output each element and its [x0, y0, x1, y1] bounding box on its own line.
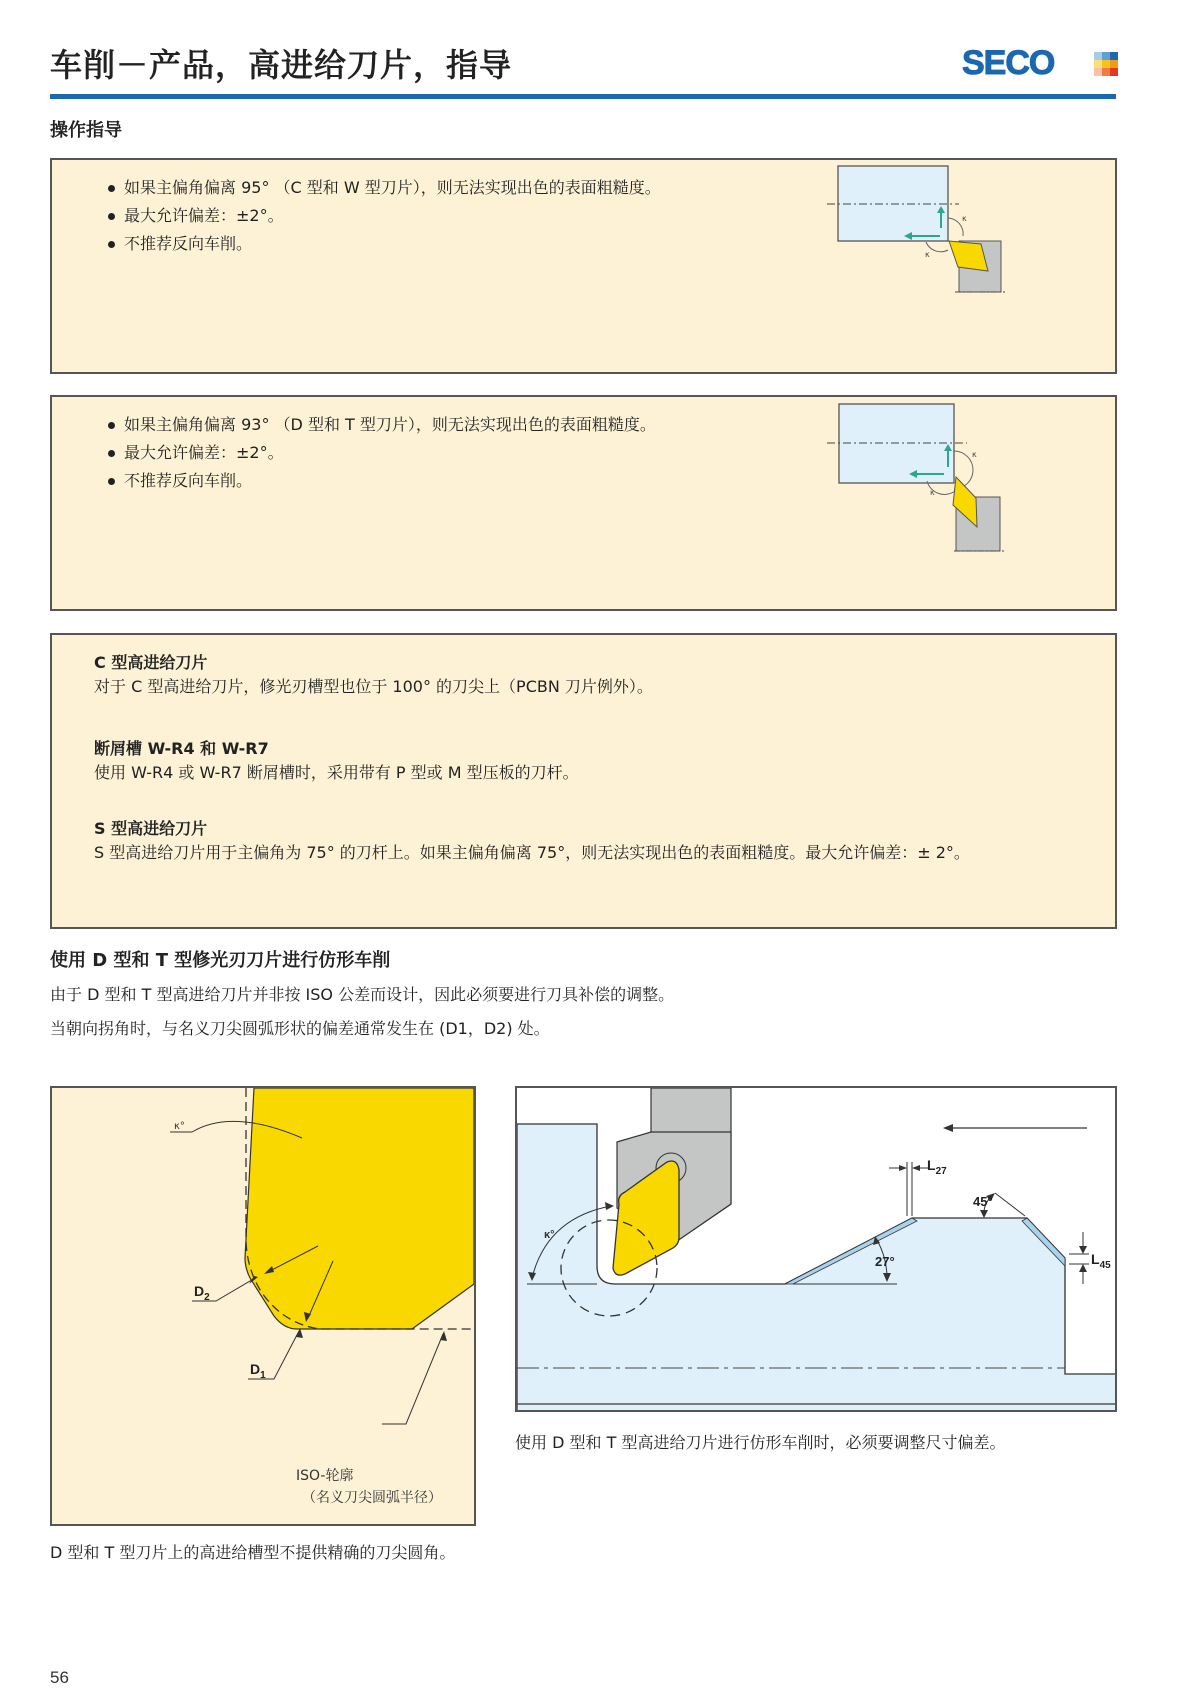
copying-section-title: 使用 D 型和 T 型修光刃刀片进行仿形车削: [50, 950, 391, 971]
insert-93-diagram: [822, 395, 1022, 555]
svg-text:κ: κ: [972, 450, 977, 459]
copying-line-1: 由于 D 型和 T 型高进给刀片并非按 ISO 公差而设计，因此必须要进行刀具补偿的调整。: [50, 985, 675, 1004]
svg-text:κ: κ: [930, 488, 935, 497]
bullet-item: 如果主偏角偏离 93° （D 型和 T 型刀片），则无法实现出色的表面粗糙度。: [108, 411, 656, 439]
left-figure-caption: D 型和 T 型刀片上的高进给槽型不提供精确的刀尖圆角。: [50, 1543, 456, 1562]
svg-text:D2: $D_2$: [194, 1283, 210, 1303]
seco-logo: [962, 46, 1122, 82]
logo-text: SECO: [962, 44, 1055, 82]
note-heading-c-type: C 型高进给刀片: [94, 653, 208, 672]
guide-box-93: [50, 395, 1117, 611]
bullet-item: 最大允许偏差：±2°。: [108, 439, 656, 467]
corner-deviation-drawing: [52, 1088, 476, 1526]
svg-text:（名义刀尖圆弧半径）: （名义刀尖圆弧半径）: [302, 1490, 442, 1506]
bullet-item: 不推荐反向车削。: [108, 230, 661, 258]
copy-turning-figure: [515, 1086, 1117, 1412]
logo-color-blocks-icon: [1094, 52, 1118, 76]
svg-text:κ°: κ°: [544, 1229, 555, 1241]
right-figure-caption: 使用 D 型和 T 型高进给刀片进行仿形车削时，必须要调整尺寸偏差。: [515, 1433, 1006, 1452]
note-text-s-type: S 型高进给刀片用于主偏角为 75° 的刀杆上。如果主偏角偏离 75°，则无法实现出色的表面粗糙度。最大允许偏差：± 2°。: [94, 843, 970, 862]
corner-deviation-figure: [50, 1086, 476, 1526]
svg-text:κ: κ: [962, 214, 967, 223]
note-heading-s-type: S 型高进给刀片: [94, 819, 208, 838]
bullet-item: 如果主偏角偏离 95° （C 型和 W 型刀片），则无法实现出色的表面粗糙度。: [108, 174, 661, 202]
header-rule: [50, 94, 1116, 99]
svg-text:L45: $L_{45}$: [1091, 1251, 1111, 1271]
svg-text:κ: κ: [925, 250, 930, 259]
insert-95-diagram: [822, 156, 1022, 306]
svg-text:κ°: κ°: [174, 1121, 185, 1132]
insert-notes-box: [50, 633, 1117, 929]
copying-line-2: 当朝向拐角时，与名义刀尖圆弧形状的偏差通常发生在 (D1，D2) 处。: [50, 1019, 550, 1038]
note-heading-chipbreaker: 断屑槽 W-R4 和 W-R7: [94, 739, 269, 758]
note-text-c-type: 对于 C 型高进给刀片，修光刃槽型也位于 100° 的刀尖上（PCBN 刀片例外）。: [94, 677, 653, 696]
copy-turning-drawing: [517, 1088, 1117, 1412]
guide-box-95: [50, 158, 1117, 374]
section-title: 操作指导: [50, 120, 122, 141]
svg-text:45°: 45°: [973, 1194, 993, 1209]
bullet-item: 最大允许偏差：±2°。: [108, 202, 661, 230]
svg-text:ISO-轮廓: ISO-轮廓: [296, 1468, 354, 1484]
bullet-item: 不推荐反向车削。: [108, 467, 656, 495]
svg-text:L27: $L_{27}$: [927, 1157, 947, 1177]
note-text-chipbreaker: 使用 W-R4 或 W-R7 断屑槽时，采用带有 P 型或 M 型压板的刀杆。: [94, 763, 579, 782]
page-title: 车削－产品，高进给刀片，指导: [50, 46, 513, 84]
svg-text:27°: 27°: [875, 1254, 895, 1269]
svg-text:D1: $D_1$: [250, 1361, 266, 1381]
page-number: 56: [50, 1668, 69, 1687]
